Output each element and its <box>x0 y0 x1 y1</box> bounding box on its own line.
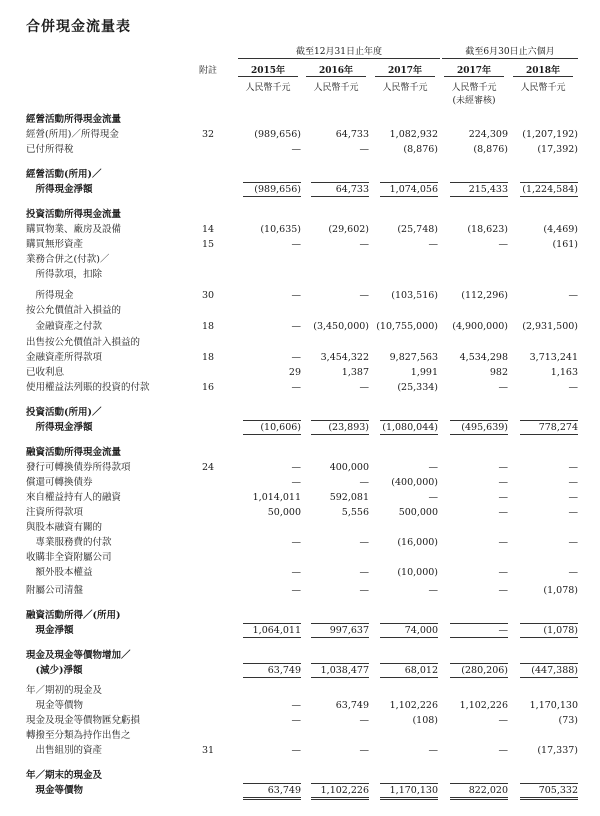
cell-value: (25,334) <box>397 382 438 393</box>
note-ref: 24 <box>201 462 215 473</box>
subtotal-rule <box>520 623 578 624</box>
subtotal-rule <box>380 797 438 798</box>
subtotal-rule <box>450 783 508 784</box>
row-label: 購買物業、廠房及設備 <box>26 224 122 235</box>
cell-value: — <box>568 492 578 503</box>
cell-value: (1,078) <box>543 625 578 636</box>
row-label: 額外股本權益 <box>26 567 93 578</box>
annual-period-header: 截至12月31日止年度 <box>296 47 382 57</box>
cell-value: (495,639) <box>461 422 508 433</box>
row-label: 償還可轉換債券 <box>26 477 93 488</box>
cell-value: 500,000 <box>398 507 438 518</box>
subtotal-rule <box>311 420 369 421</box>
subtotal-rule <box>450 196 508 197</box>
row-label: 購買無形資產 <box>26 239 84 250</box>
row-label: 現金淨額 <box>26 625 74 636</box>
page-title: 合併現金流量表 <box>26 19 131 35</box>
cell-value: — <box>291 239 301 250</box>
cell-value: (23,893) <box>328 422 369 433</box>
row-label: 現金及現金等價物增加／ <box>26 650 131 661</box>
cell-value: 997,637 <box>329 625 369 636</box>
note-ref: 30 <box>201 290 215 301</box>
subtotal-rule <box>450 797 508 798</box>
cell-value: 3,713,241 <box>529 352 578 363</box>
row-label: 現金及現金等價物匯兌虧損 <box>26 715 141 726</box>
row-label: 經營活動所得現金流量 <box>26 114 122 125</box>
cell-value: — <box>568 537 578 548</box>
year-header: 2016年 <box>318 66 354 76</box>
row-label: 已收利息 <box>26 367 65 378</box>
cell-value: (18,623) <box>467 224 508 235</box>
cell-value: (161) <box>552 239 578 250</box>
subtotal-rule <box>450 799 508 800</box>
cell-value: — <box>498 537 508 548</box>
row-label: 經營活動(所用)／ <box>26 169 102 180</box>
cell-value: — <box>498 239 508 250</box>
year-rule <box>444 76 504 77</box>
cell-value: 29 <box>288 367 301 378</box>
unit-header: 人民幣千元 <box>313 83 359 93</box>
cell-value: — <box>359 585 369 596</box>
year-rule <box>306 76 366 77</box>
cell-value: 224,309 <box>468 129 508 140</box>
subtotal-rule <box>243 196 301 197</box>
row-label: 所得現金淨額 <box>26 184 93 195</box>
subtotal-rule <box>380 420 438 421</box>
subtotal-rule <box>243 783 301 784</box>
note-ref: 15 <box>201 239 215 250</box>
cell-value: 1,387 <box>341 367 369 378</box>
cell-value: — <box>291 715 301 726</box>
cell-value: (17,392) <box>537 144 578 155</box>
subtotal-rule <box>243 623 301 624</box>
cell-value: (108) <box>412 715 438 726</box>
unit-header: 人民幣千元 <box>382 83 428 93</box>
cell-value: 400,000 <box>329 462 369 473</box>
cell-value: — <box>568 382 578 393</box>
subtotal-rule <box>311 783 369 784</box>
cell-value: (1,080,044) <box>382 422 438 433</box>
row-label: 金融資產所得款項 <box>26 352 103 363</box>
subtotal-rule <box>311 663 369 664</box>
cell-value: 63,749 <box>267 785 301 796</box>
cell-value: — <box>498 462 508 473</box>
cell-value: 1,074,056 <box>389 184 438 195</box>
subtotal-rule <box>311 637 369 638</box>
cell-value: — <box>291 567 301 578</box>
cell-value: — <box>291 477 301 488</box>
subtotal-rule <box>380 196 438 197</box>
unaudited-label: (未經審核) <box>452 96 496 106</box>
row-label: 注資所得款項 <box>26 507 84 518</box>
cell-value: (400,000) <box>391 477 438 488</box>
cell-value: 1,102,226 <box>320 785 369 796</box>
cell-value: — <box>428 492 438 503</box>
row-label: 投資活動(所用)／ <box>26 407 102 418</box>
subtotal-rule <box>450 663 508 664</box>
row-label: 現金等價物 <box>26 700 84 711</box>
cell-value: — <box>291 745 301 756</box>
cell-value: (103,516) <box>391 290 438 301</box>
cell-value: (25,748) <box>397 224 438 235</box>
subtotal-rule <box>380 182 438 183</box>
subtotal-rule <box>380 434 438 435</box>
cell-value: — <box>498 625 508 636</box>
note-ref: 31 <box>201 745 215 756</box>
cell-value: 1,102,226 <box>459 700 508 711</box>
subtotal-rule <box>380 637 438 638</box>
subtotal-rule <box>311 182 369 183</box>
interim-header-rule <box>442 58 578 59</box>
row-label: 經營(所用)／所得現金 <box>26 129 119 140</box>
subtotal-rule <box>450 623 508 624</box>
subtotal-rule <box>520 797 578 798</box>
annual-header-rule <box>238 58 440 59</box>
note-ref: 18 <box>201 352 215 363</box>
cell-value: 64,733 <box>335 184 369 195</box>
row-label: 出售組別的資產 <box>26 745 103 756</box>
unit-header: 人民幣千元 <box>245 83 291 93</box>
row-label: 所得現金淨額 <box>26 422 93 433</box>
subtotal-rule <box>380 663 438 664</box>
subtotal-rule <box>311 677 369 678</box>
cell-value: 4,534,298 <box>459 352 508 363</box>
subtotal-rule <box>380 783 438 784</box>
cell-value: (1,207,192) <box>522 129 578 140</box>
subtotal-rule <box>243 420 301 421</box>
subtotal-rule <box>380 799 438 800</box>
subtotal-rule <box>243 677 301 678</box>
subtotal-rule <box>311 797 369 798</box>
cell-value: 1,064,011 <box>252 625 301 636</box>
year-rule <box>375 76 435 77</box>
cell-value: 63,749 <box>267 665 301 676</box>
cell-value: (29,602) <box>328 224 369 235</box>
cell-value: 1,170,130 <box>529 700 578 711</box>
cell-value: (2,931,500) <box>522 321 578 332</box>
cell-value: 1,170,130 <box>389 785 438 796</box>
cell-value: (8,876) <box>403 144 438 155</box>
cell-value: — <box>291 321 301 332</box>
unit-header: 人民幣千元 <box>520 83 566 93</box>
year-header: 2017年 <box>387 66 423 76</box>
row-label: 附屬公司清盤 <box>26 585 84 596</box>
year-header: 2017年 <box>456 66 492 76</box>
cell-value: (989,656) <box>254 184 301 195</box>
cell-value: — <box>568 477 578 488</box>
row-label: 投資活動所得現金流量 <box>26 209 122 220</box>
cell-value: — <box>498 567 508 578</box>
cell-value: — <box>359 477 369 488</box>
row-label: 與股本融資有關的 <box>26 522 103 533</box>
cell-value: — <box>568 290 578 301</box>
year-header: 2018年 <box>525 66 561 76</box>
subtotal-rule <box>520 434 578 435</box>
note-column-header: 附註 <box>198 66 217 76</box>
cell-value: 1,102,226 <box>389 700 438 711</box>
year-rule <box>513 76 573 77</box>
subtotal-rule <box>450 637 508 638</box>
subtotal-rule <box>243 799 301 800</box>
row-label: 使用權益法列賬的投資的付款 <box>26 382 150 393</box>
cell-value: — <box>568 567 578 578</box>
cell-value: (16,000) <box>397 537 438 548</box>
row-label: 所得款項，扣除 <box>26 269 103 280</box>
cell-value: 1,038,477 <box>320 665 369 676</box>
cell-value: — <box>428 745 438 756</box>
year-rule <box>238 76 298 77</box>
cell-value: (10,000) <box>397 567 438 578</box>
cell-value: (8,876) <box>473 144 508 155</box>
cell-value: — <box>568 507 578 518</box>
note-ref: 16 <box>201 382 215 393</box>
cell-value: 822,020 <box>468 785 508 796</box>
cell-value: 1,082,932 <box>389 129 438 140</box>
cell-value: (1,224,584) <box>522 184 578 195</box>
cell-value: — <box>291 700 301 711</box>
cell-value: — <box>291 352 301 363</box>
cell-value: 5,556 <box>341 507 369 518</box>
cell-value: 778,274 <box>538 422 578 433</box>
cell-value: (3,450,000) <box>313 321 369 332</box>
cell-value: (280,206) <box>461 665 508 676</box>
cell-value: — <box>498 382 508 393</box>
cell-value: 705,332 <box>538 785 578 796</box>
subtotal-rule <box>520 420 578 421</box>
interim-period-header: 截至6月30日止六個月 <box>465 47 555 57</box>
cell-value: 1,991 <box>410 367 438 378</box>
subtotal-rule <box>450 677 508 678</box>
subtotal-rule <box>520 783 578 784</box>
cell-value: — <box>291 585 301 596</box>
cell-value: — <box>498 715 508 726</box>
cell-value: — <box>359 715 369 726</box>
cell-value: (4,900,000) <box>452 321 508 332</box>
note-ref: 18 <box>201 321 215 332</box>
year-header: 2015年 <box>250 66 286 76</box>
cell-value: — <box>291 290 301 301</box>
cell-value: — <box>498 745 508 756</box>
subtotal-rule <box>380 623 438 624</box>
row-label: 轉撥至分類為持作出售之 <box>26 730 131 741</box>
row-label: 按公允價值計入損益的 <box>26 305 122 316</box>
cell-value: (73) <box>558 715 578 726</box>
row-label: 專業服務費的付款 <box>26 537 112 548</box>
cell-value: — <box>359 144 369 155</box>
cell-value: — <box>498 585 508 596</box>
subtotal-rule <box>311 623 369 624</box>
cell-value: (112,296) <box>461 290 508 301</box>
cell-value: — <box>291 462 301 473</box>
subtotal-rule <box>450 434 508 435</box>
subtotal-rule <box>243 663 301 664</box>
row-label: 年／期末的現金及 <box>26 770 103 781</box>
cell-value: (4,469) <box>543 224 578 235</box>
row-label: 融資活動所得現金流量 <box>26 447 122 458</box>
subtotal-rule <box>311 434 369 435</box>
cell-value: 50,000 <box>267 507 301 518</box>
cell-value: — <box>359 537 369 548</box>
cell-value: 74,000 <box>404 625 438 636</box>
unit-header: 人民幣千元 <box>451 83 497 93</box>
row-label: 來自權益持有人的融資 <box>26 492 122 503</box>
subtotal-rule <box>520 799 578 800</box>
subtotal-rule <box>520 663 578 664</box>
cell-value: (10,606) <box>260 422 301 433</box>
subtotal-rule <box>520 196 578 197</box>
cell-value: — <box>359 745 369 756</box>
cell-value: — <box>291 144 301 155</box>
cell-value: 3,454,322 <box>320 352 369 363</box>
cell-value: — <box>428 585 438 596</box>
cell-value: 64,733 <box>335 129 369 140</box>
row-label: 業務合併之(付款)／ <box>26 254 110 265</box>
row-label: 發行可轉換債券所得款項 <box>26 462 131 473</box>
subtotal-rule <box>520 677 578 678</box>
cell-value: — <box>359 567 369 578</box>
cell-value: — <box>359 290 369 301</box>
subtotal-rule <box>450 420 508 421</box>
cell-value: — <box>498 492 508 503</box>
subtotal-rule <box>450 182 508 183</box>
cell-value: (17,337) <box>537 745 578 756</box>
cell-value: — <box>428 462 438 473</box>
cell-value: — <box>291 382 301 393</box>
cell-value: — <box>359 382 369 393</box>
cell-value: 9,827,563 <box>389 352 438 363</box>
subtotal-rule <box>243 182 301 183</box>
subtotal-rule <box>520 182 578 183</box>
cell-value: — <box>359 239 369 250</box>
cell-value: 215,433 <box>468 184 508 195</box>
cell-value: — <box>291 537 301 548</box>
row-label: 收購非全資附屬公司 <box>26 552 112 563</box>
cell-value: (10,635) <box>260 224 301 235</box>
subtotal-rule <box>380 677 438 678</box>
row-label: 年／期初的現金及 <box>26 685 103 696</box>
cell-value: 63,749 <box>335 700 369 711</box>
cell-value: 592,081 <box>329 492 369 503</box>
row-label: 融資活動所得／(所用) <box>26 610 121 621</box>
subtotal-rule <box>311 799 369 800</box>
cell-value: — <box>428 239 438 250</box>
row-label: 金融資產之付款 <box>26 321 103 332</box>
row-label: 出售按公允價值計入損益的 <box>26 337 141 348</box>
cell-value: 1,014,011 <box>252 492 301 503</box>
note-ref: 32 <box>201 129 215 140</box>
cell-value: (447,388) <box>531 665 578 676</box>
subtotal-rule <box>520 637 578 638</box>
row-label: 現金等價物 <box>26 785 84 796</box>
note-ref: 14 <box>201 224 215 235</box>
cell-value: — <box>498 507 508 518</box>
cell-value: (10,755,000) <box>376 321 438 332</box>
row-label: 已付所得稅 <box>26 144 74 155</box>
cell-value: (989,656) <box>254 129 301 140</box>
cell-value: (1,078) <box>543 585 578 596</box>
subtotal-rule <box>243 434 301 435</box>
cell-value: 68,012 <box>404 665 438 676</box>
row-label: 所得現金 <box>26 290 74 301</box>
subtotal-rule <box>311 196 369 197</box>
cell-value: 982 <box>489 367 508 378</box>
subtotal-rule <box>243 637 301 638</box>
cell-value: 1,163 <box>550 367 578 378</box>
cell-value: — <box>568 462 578 473</box>
subtotal-rule <box>243 797 301 798</box>
row-label: (減少)淨額 <box>26 665 83 676</box>
cell-value: — <box>498 477 508 488</box>
